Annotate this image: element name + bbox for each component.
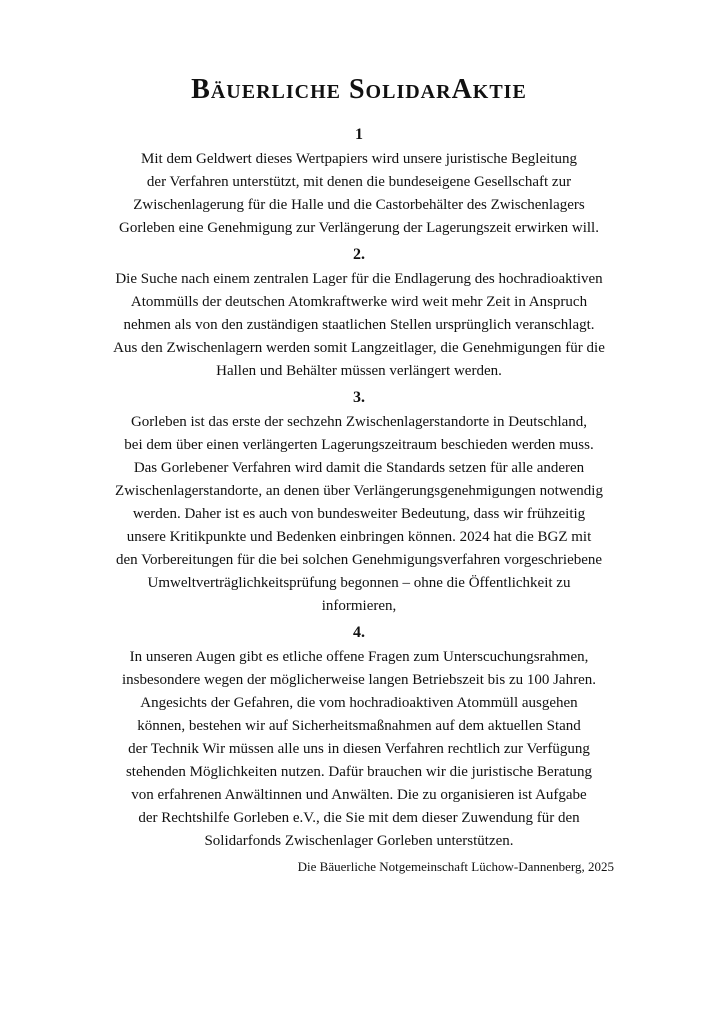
paragraph-line: können, bestehen wir auf Sicherheitsmaßnahmen auf dem aktuellen Stand bbox=[137, 718, 581, 734]
paragraph-line: Das Gorlebener Verfahren wird damit die Standards setzen für alle anderen bbox=[133, 460, 585, 476]
paragraph-line: insbesondere wegen der möglicherweise langen Betriebszeit bis zu 100 Jahren. bbox=[121, 672, 596, 688]
paragraph-line: der Rechtshilfe Gorleben e.V., die Sie mit dem dieser Zuwendung für den bbox=[138, 810, 580, 826]
document-title: Bäuerliche SolidarAktie bbox=[191, 74, 527, 105]
paragraph-line: nehmen als von den zuständigen staatlichen Stellen ursprünglich veranschlagt. bbox=[123, 317, 595, 333]
paragraph-line: Aus den Zwischenlagern werden somit Langzeitlager, die Genehmigungen für die bbox=[113, 340, 605, 356]
paragraph-line: der Verfahren unterstützt, mit denen die bundeseigene Gesellschaft zur bbox=[146, 174, 572, 190]
paragraph-line: Zwischenlagerung für die Halle und die Castorbehälter des Zwischenlagers bbox=[133, 197, 585, 213]
paragraph-line: Angesichts der Gefahren, die vom hochradioaktiven Atommüll ausgehen bbox=[140, 695, 578, 711]
section-paragraph-4 bbox=[70, 646, 648, 853]
paragraph-line: unsere Kritikpunkte und Bedenken einbringen können. 2024 hat die BGZ mit bbox=[126, 529, 592, 545]
section-number-4: 4. bbox=[353, 624, 365, 641]
section-paragraph-3 bbox=[70, 411, 648, 618]
paragraph-line: Zwischenlagerstandorte, an denen über Verlängerungsgenehmigungen notwendig bbox=[115, 483, 603, 499]
document-body bbox=[70, 124, 648, 857]
section-number-3: 3. bbox=[353, 389, 365, 406]
paragraph-line: der Technik Wir müssen alle uns in diesen Verfahren rechtlich zur Verfügung bbox=[128, 741, 590, 757]
section-number-2: 2. bbox=[353, 246, 365, 263]
paragraph-line: informieren, bbox=[321, 598, 397, 614]
paragraph-line: von erfahrenen Anwältinnen und Anwälten. Die zu organisieren ist Aufgabe bbox=[131, 787, 587, 803]
paragraph-line: stehenden Möglichkeiten nutzen. Dafür brauchen wir die juristische Beratung bbox=[125, 764, 593, 780]
paragraph-line: werden. Daher ist es auch von bundesweiter Bedeutung, dass wir frühzeitig bbox=[132, 506, 586, 522]
paragraph-line: Mit dem Geldwert dieses Wertpapiers wird unsere juristische Begleitung bbox=[141, 151, 577, 167]
section-number-1: 1 bbox=[355, 126, 363, 143]
section-paragraph-2 bbox=[70, 268, 648, 383]
paragraph-line: Gorleben ist das erste der sechzehn Zwischenlagerstandorte in Deutschland, bbox=[130, 414, 588, 430]
paragraph-line: Solidarfonds Zwischenlager Gorleben unterstützen. bbox=[204, 833, 514, 849]
paragraph-line: Gorleben eine Genehmigung zur Verlängerung der Lagerungszeit erwirken will. bbox=[119, 220, 599, 236]
paragraph-line: Die Suche nach einem zentralen Lager für die Endlagerung des hochradioaktiven bbox=[115, 271, 603, 287]
paragraph-line: Hallen und Behälter müssen verlängert werden. bbox=[216, 363, 502, 379]
section-paragraph-1 bbox=[70, 148, 648, 240]
signature-line: Die Bäuerliche Notgemeinschaft Lüchow-Dannenberg, 2025 bbox=[297, 859, 614, 874]
paragraph-line: In unseren Augen gibt es etliche offene Fragen zum Unterscuchungsrahmen, bbox=[129, 649, 589, 665]
paragraph-line: Atommülls der deutschen Atomkraftwerke wird weit mehr Zeit in Anspruch bbox=[130, 294, 588, 310]
paragraph-line: bei dem über einen verlängerten Lagerungszeitraum beschieden werden muss. bbox=[124, 437, 594, 453]
paragraph-line: den Vorbereitungen für die bei solchen Genehmigungsverfahren vorgeschriebene bbox=[115, 552, 603, 568]
paragraph-line: Umweltverträglichkeitsprüfung begonnen – ohne die Öffentlichkeit zu bbox=[147, 575, 571, 591]
